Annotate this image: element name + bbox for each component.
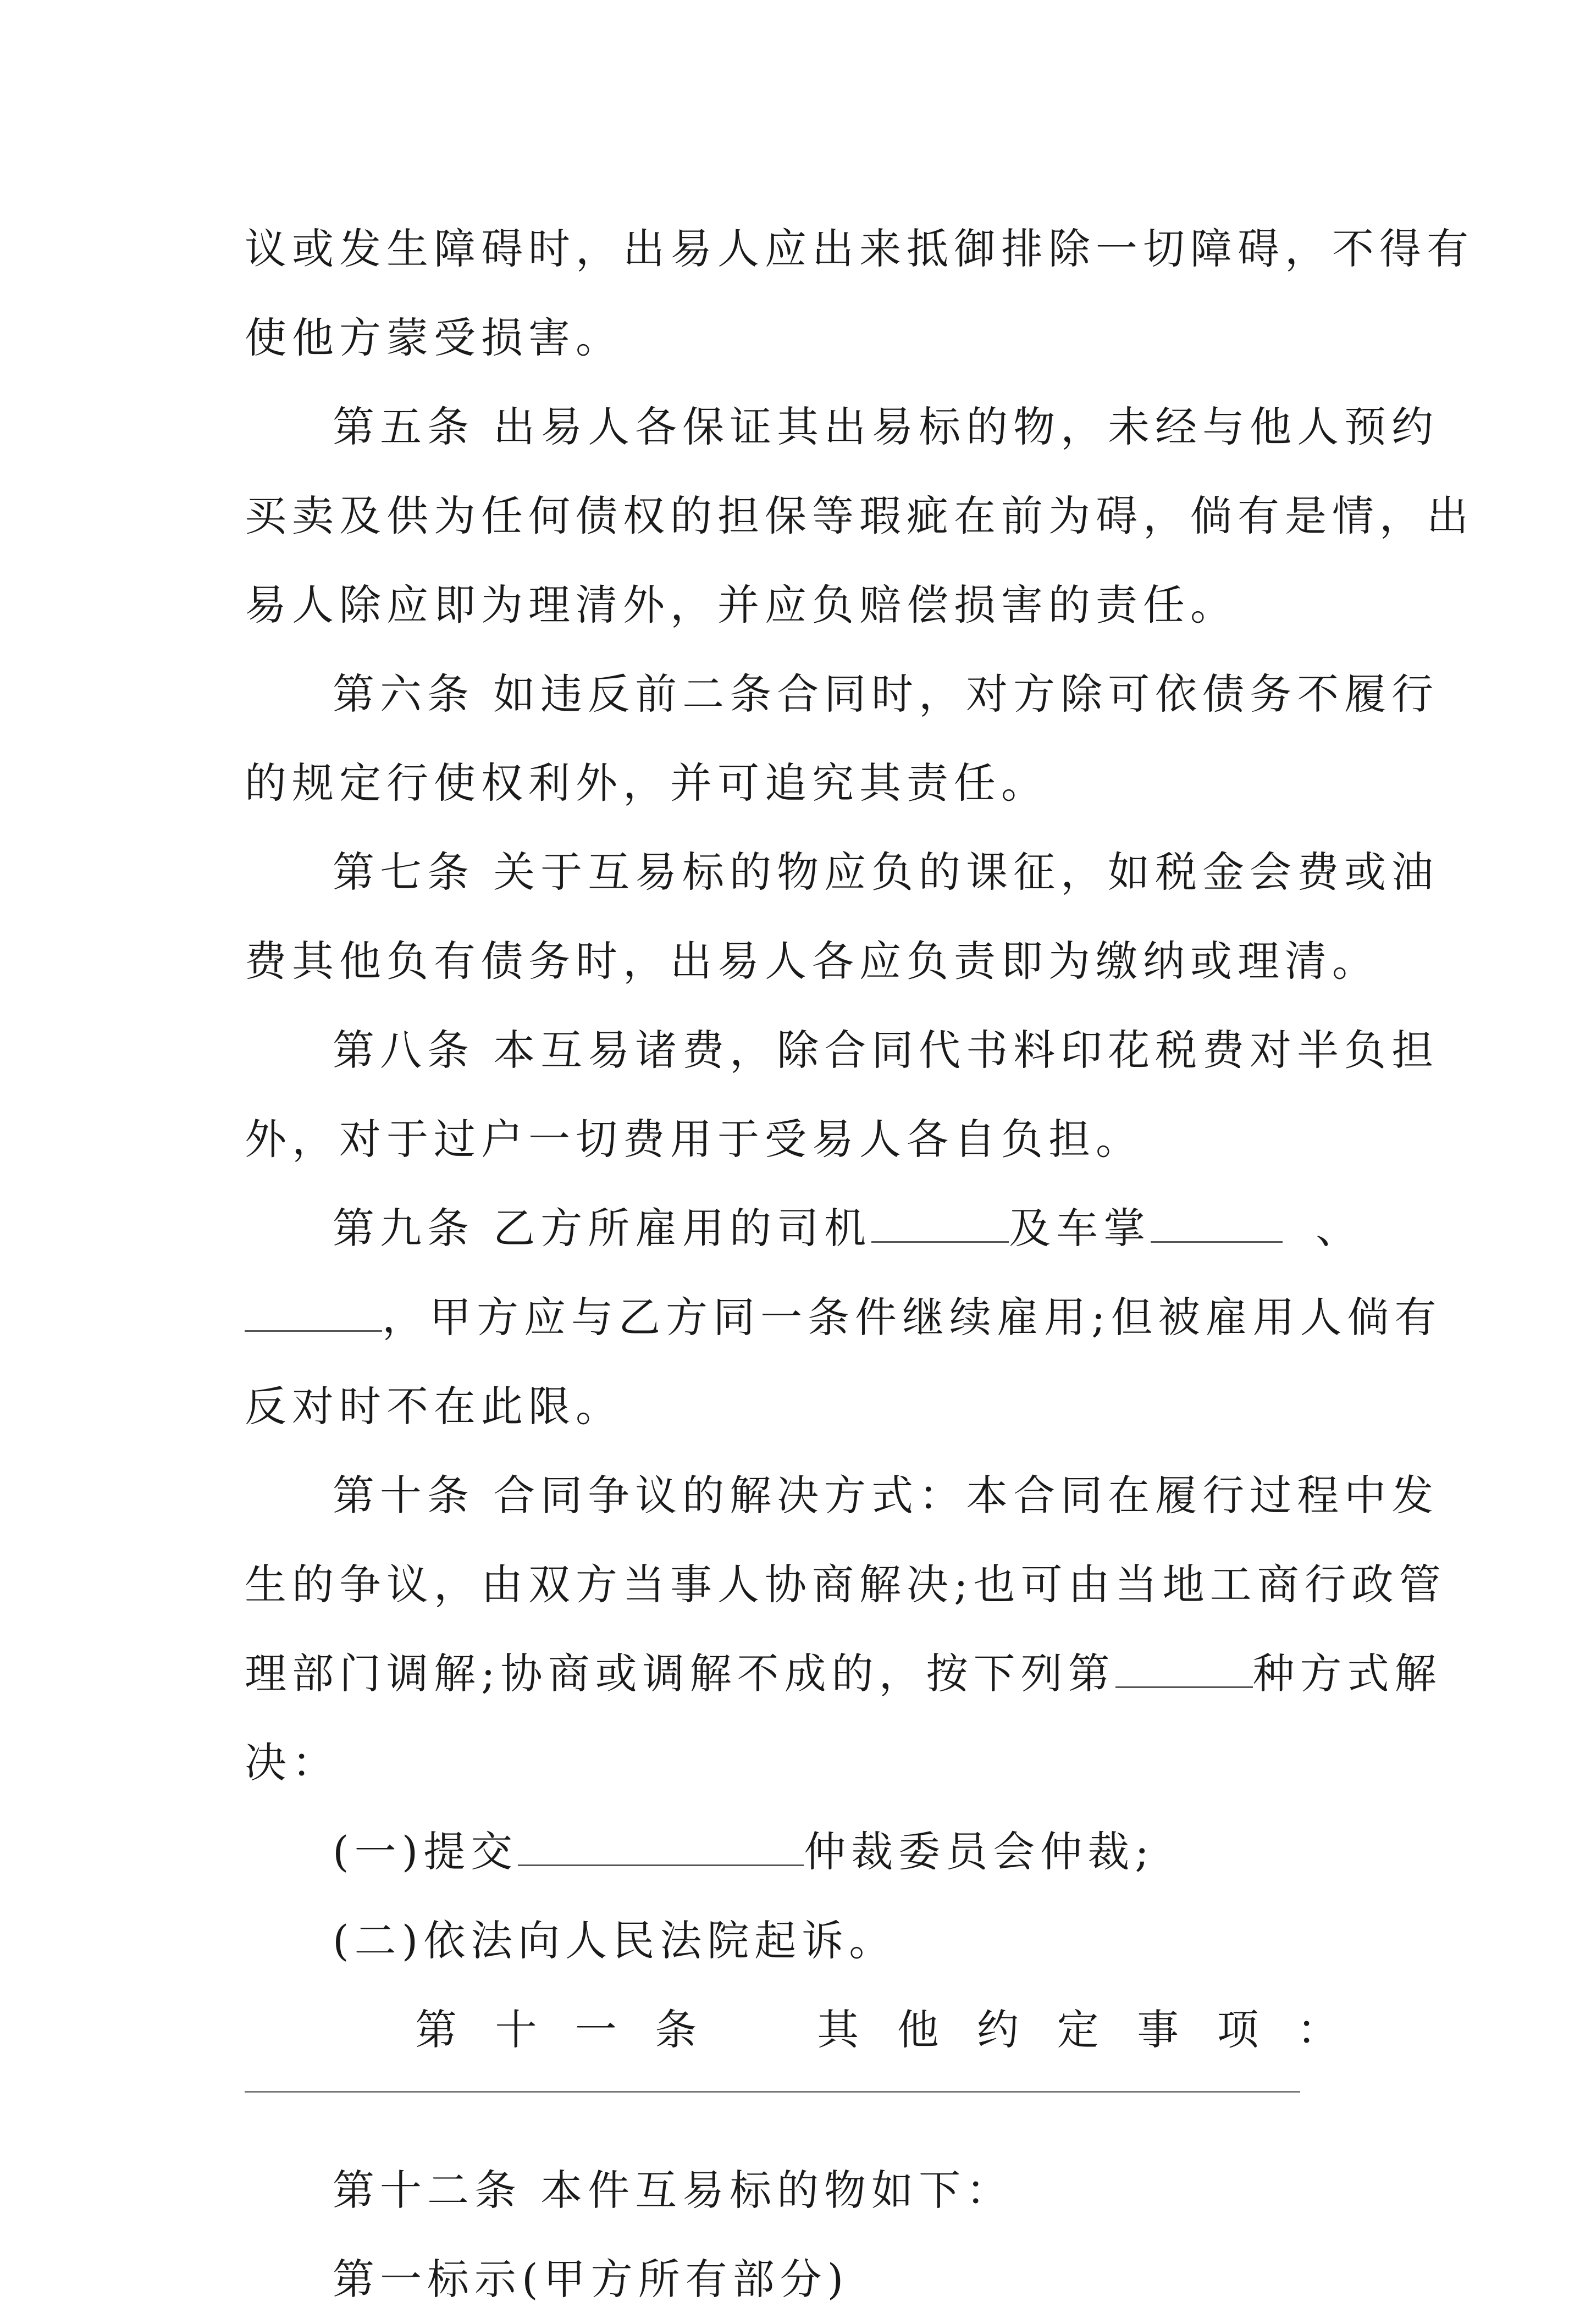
text-line [245,1629,1442,1718]
clause-11-char: 他 [897,2005,944,2054]
text-line: 易人除应即为理清外，并应负赔偿损害的责任。 [245,580,1238,629]
clause-9-text-c: 、 [1316,1204,1363,1253]
text-line: 外，对于过户一切费用于受易人各自负担。 [245,1115,1143,1164]
clause-11-char: 其 [817,2005,865,2054]
clause-11-char: 十 [495,2005,543,2054]
clause-11-char: ： [1296,2005,1344,2054]
text-line [245,1273,1442,1362]
spacer [735,1985,785,2074]
clause-9 [245,1184,1361,1273]
method-number-blank[interactable] [1115,1650,1253,1688]
clause-9-text-d: ，甲方应与乙方同一条件继续雇用;但被雇用人倘有 [382,1293,1442,1342]
clause-10: 第十条 合同争议的解决方式：本合同在履行过程中发 [333,1471,1439,1520]
document-page [245,204,1474,2324]
clause-11-char: 一 [574,2005,622,2054]
clause-12: 第十二条 本件互易标的物如下： [333,2166,1014,2215]
clause-12-sub: 第一标示(甲方所有部分) [333,2255,849,2304]
clause-9-text-a: 第九条 乙方所雇用的司机 [333,1204,872,1253]
text-line: 反对时不在此限。 [245,1382,623,1431]
text-line: 使他方蒙受损害。 [245,313,623,362]
clause-8: 第八条 本互易诸费，除合同代书料印花税费对半负担 [333,1026,1439,1075]
clause-7: 第七条 关于互易标的物应负的课征，如税金会费或油 [333,848,1439,897]
other-matters-blank[interactable] [245,2091,1300,2093]
clause-5: 第五条 出易人各保证其出易标的物，未经与他人预约 [333,402,1439,451]
clause-6: 第六条 如违反前二条合同时，对方除可依债务不履行 [333,669,1439,718]
conductor-blank[interactable] [1151,1205,1283,1243]
clause-11-char: 事 [1137,2005,1185,2054]
clause-9-text-b: 及车掌 [1009,1204,1151,1253]
other-matters-blank-row [245,2074,1361,2146]
clause-11 [245,1985,1361,2074]
arbitration-commission-blank[interactable] [518,1828,804,1866]
clause-11-char: 约 [977,2005,1025,2054]
clause-10-text-b: 种方式解 [1252,1649,1442,1698]
clause-11-char: 项 [1217,2005,1264,2054]
text-line: 的规定行使权利外，并可追究其责任。 [245,759,1048,807]
option-1-text-b: 仲裁委员会仲裁; [804,1827,1154,1876]
clause-11-char: 条 [655,2005,703,2054]
text-line: 生的争议，由双方当事人协商解决;也可由当地工商行政管 [245,1560,1446,1609]
driver-blank[interactable] [871,1205,1009,1243]
clause-11-char: 定 [1057,2005,1104,2054]
option-1 [245,1807,1361,1896]
clause-10-text-a: 理部门调解;协商或调解不成的，按下列第 [245,1649,1115,1698]
text-line: 买卖及供为任何债权的担保等瑕疵在前为碍，倘有是情，出 [245,491,1474,540]
option-1-text-a: (一)提交 [333,1827,518,1876]
option-2: (二)依法向人民法院起诉。 [333,1916,897,1965]
conductor-blank-2[interactable] [245,1294,382,1332]
clause-11-char: 第 [415,2005,462,2054]
text-line: 议或发生障碍时，出易人应出来抵御排除一切障碍，不得有 [245,224,1474,273]
text-line: 决： [245,1738,339,1787]
text-line: 费其他负有债务时，出易人各应负责即为缴纳或理清。 [245,937,1379,986]
